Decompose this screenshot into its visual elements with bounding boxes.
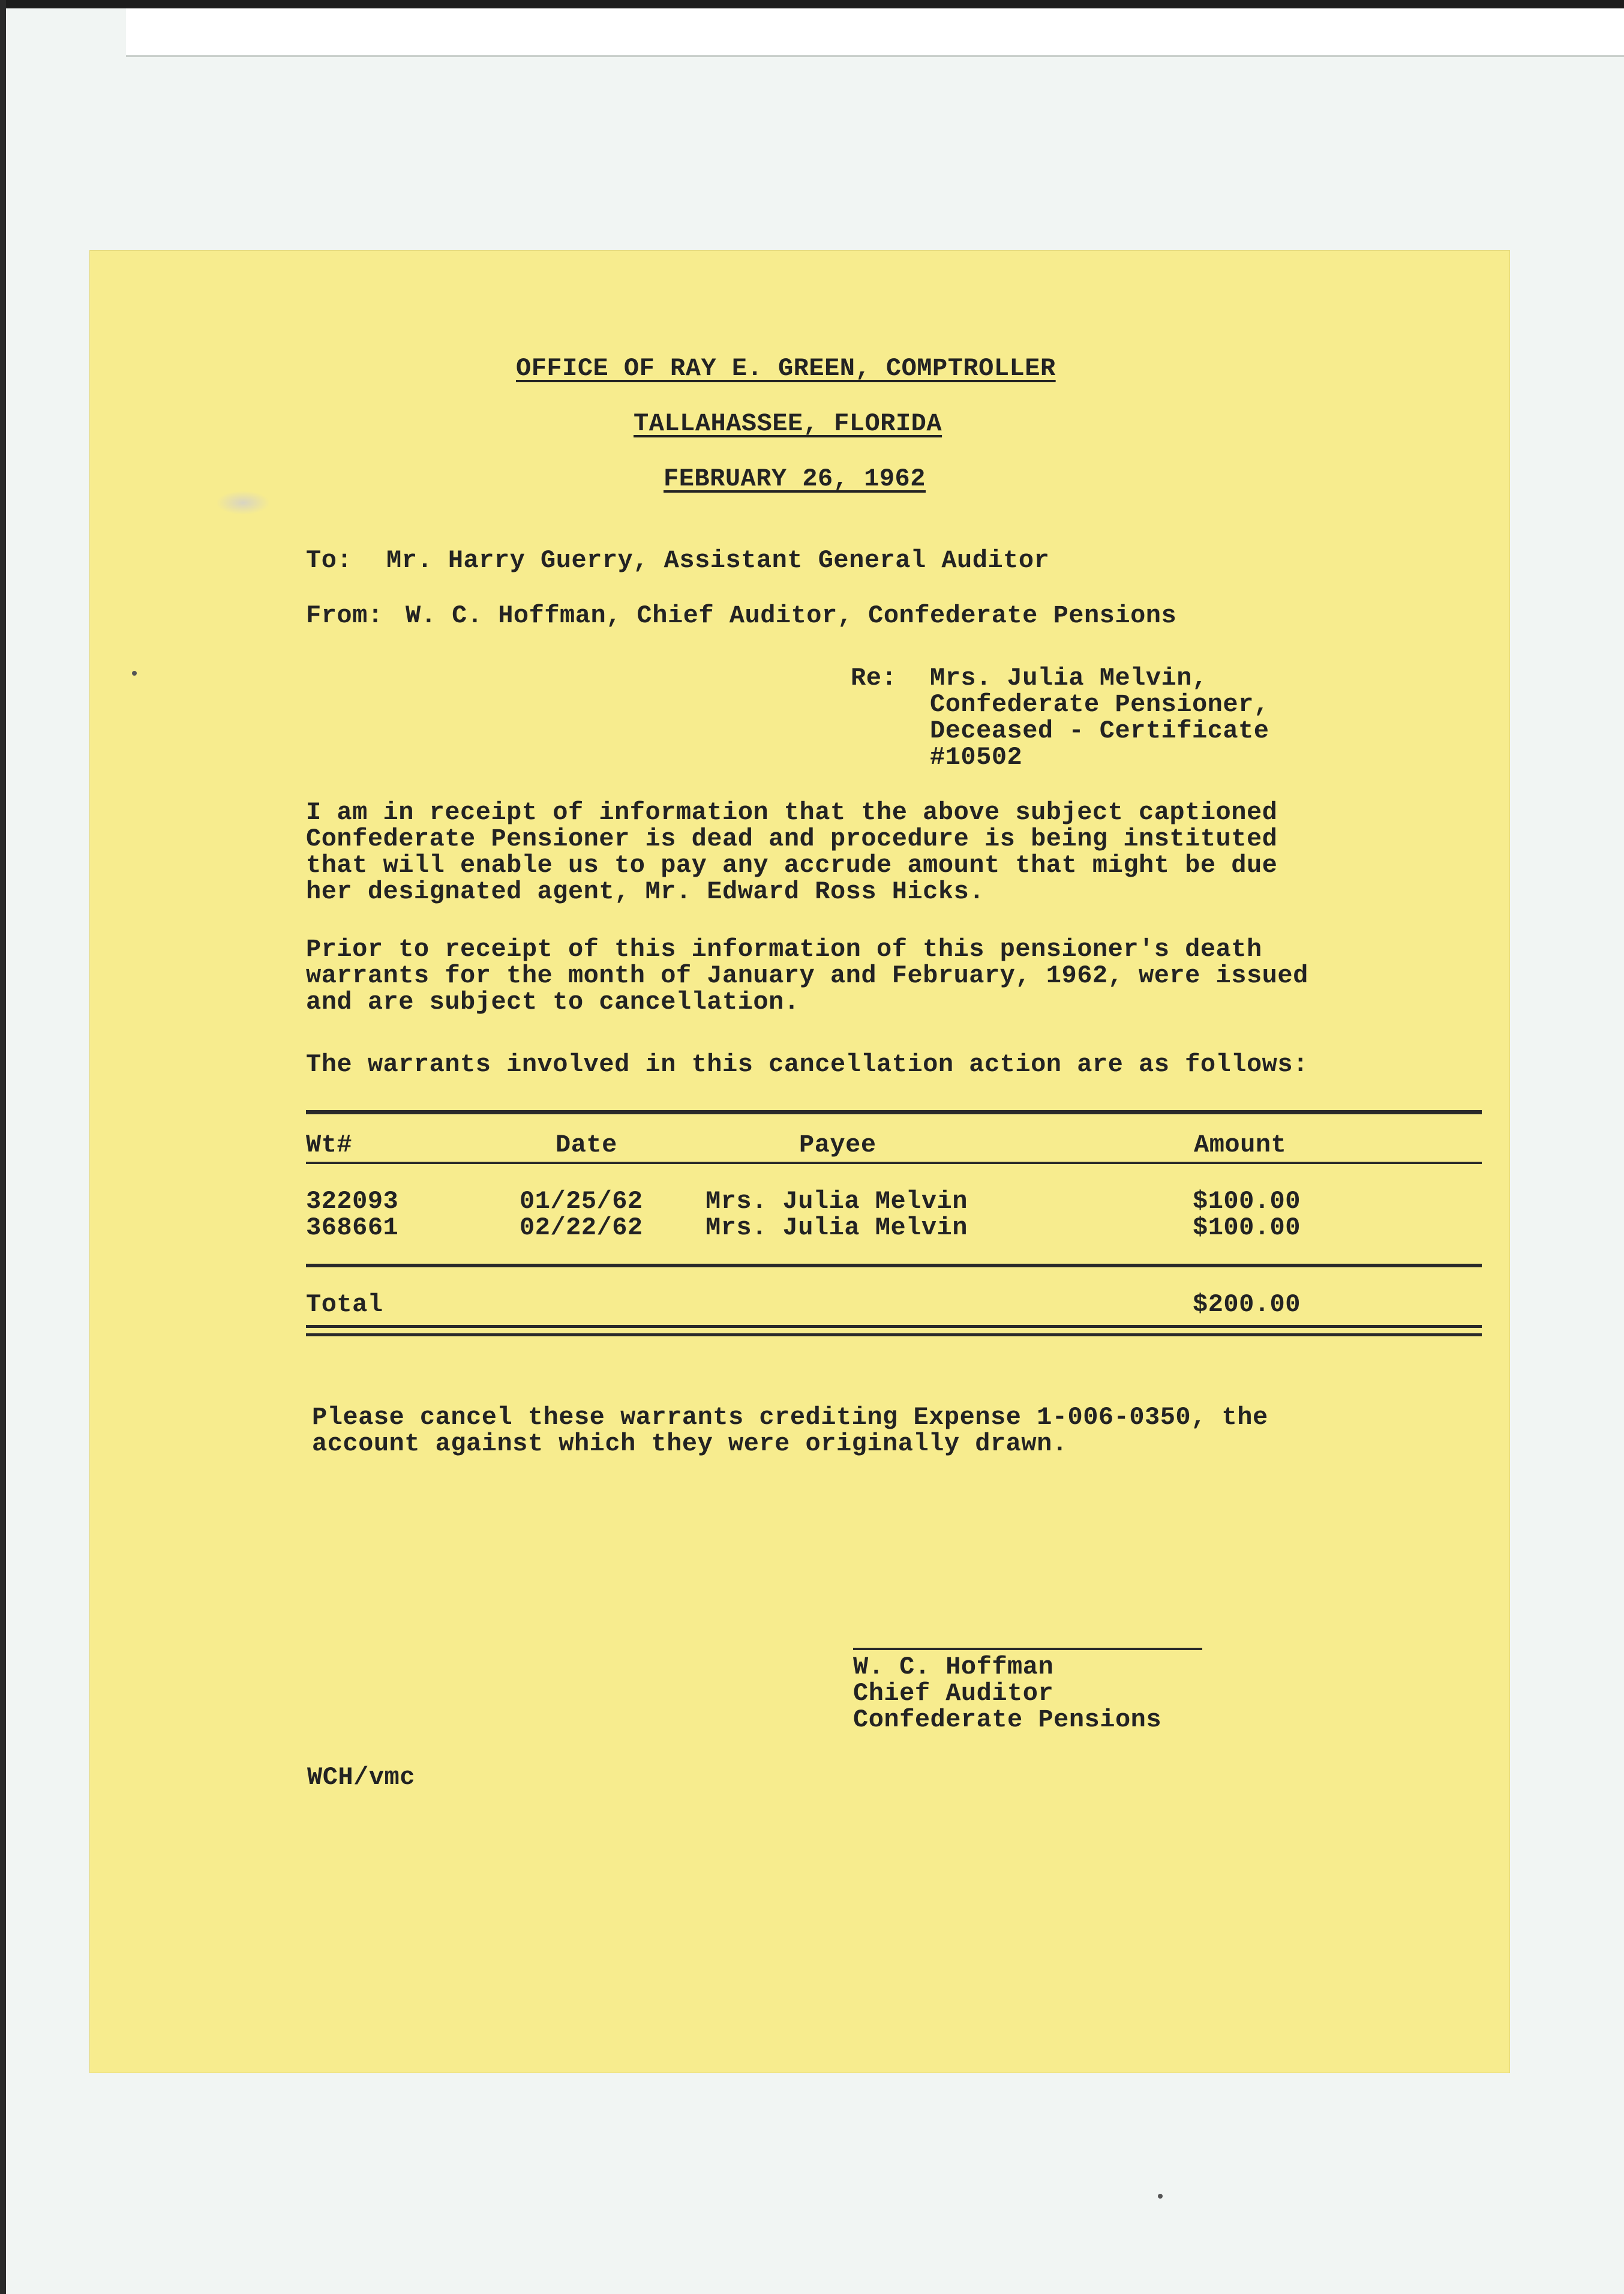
faded-stamp-mark [216, 491, 270, 515]
row-1-date: 01/25/62 [520, 1187, 643, 1216]
memo-re-line-1: Mrs. Julia Melvin, [930, 664, 1208, 692]
paragraph-1-line-2: Confederate Pensioner is dead and procedure is being instituted [306, 824, 1278, 853]
closing-line-2: account against which they were originally drawn. [312, 1429, 1068, 1458]
row-2-payee: Mrs. Julia Melvin [706, 1213, 968, 1242]
underlying-paper-strip [126, 8, 1624, 57]
letterhead-date: FEBRUARY 26, 1962 [664, 464, 926, 493]
signature-title-1: Chief Auditor [853, 1679, 1054, 1708]
table-bottom-rule-2 [306, 1333, 1482, 1336]
signature-name: W. C. Hoffman [853, 1653, 1054, 1681]
closing-line-1: Please cancel these warrants crediting Expense 1-006-0350, the [312, 1403, 1268, 1432]
paragraph-3: The warrants involved in this cancellation action are as follows: [306, 1050, 1308, 1079]
paragraph-1-line-3: that will enable us to pay any accrude amount that might be due [306, 851, 1278, 880]
memo-re-label: Re: [851, 664, 897, 692]
table-header-amount: Amount [1194, 1130, 1287, 1159]
memo-re-line-3: Deceased - Certificate [930, 716, 1269, 745]
yellow-memo-sheet [90, 251, 1509, 2073]
paragraph-1-line-1: I am in receipt of information that the above subject captioned [306, 798, 1278, 827]
signature-title-2: Confederate Pensions [853, 1705, 1162, 1734]
row-1-amount: $100.00 [1193, 1187, 1301, 1216]
table-top-rule [306, 1110, 1482, 1114]
table-subtotal-rule [306, 1264, 1482, 1267]
row-2-wt: 368661 [306, 1213, 399, 1242]
paragraph-1-line-4: her designated agent, Mr. Edward Ross Hicks. [306, 877, 984, 906]
letterhead-city: TALLAHASSEE, FLORIDA [634, 409, 942, 438]
table-total-label: Total [306, 1290, 383, 1319]
table-header-payee: Payee [799, 1130, 876, 1159]
row-2-amount: $100.00 [1193, 1213, 1301, 1242]
speck-mark [1158, 2194, 1163, 2199]
table-header-date: Date [556, 1130, 617, 1159]
table-bottom-rule-1 [306, 1325, 1482, 1328]
scanner-edge-top [0, 0, 1624, 8]
table-total-amount: $200.00 [1193, 1290, 1301, 1319]
row-1-wt: 322093 [306, 1187, 399, 1216]
speck-mark [132, 671, 137, 676]
memo-to-value: Mr. Harry Guerry, Assistant General Auditor [386, 546, 1050, 575]
memo-re-line-4: #10502 [930, 743, 1023, 772]
letterhead-office: OFFICE OF RAY E. GREEN, COMPTROLLER [516, 354, 1056, 383]
signature-line [853, 1648, 1202, 1650]
scanner-edge-left [0, 0, 6, 2294]
table-header-wt: Wt# [306, 1130, 353, 1159]
typist-initials: WCH/vmc [307, 1763, 415, 1792]
row-2-date: 02/22/62 [520, 1213, 643, 1242]
row-1-payee: Mrs. Julia Melvin [706, 1187, 968, 1216]
paragraph-2-line-3: and are subject to cancellation. [306, 988, 800, 1016]
memo-to-label: To: [306, 546, 353, 575]
memo-from-value: W. C. Hoffman, Chief Auditor, Confederate Pensions [406, 601, 1177, 630]
memo-re-line-2: Confederate Pensioner, [930, 690, 1269, 719]
table-header-rule [306, 1162, 1482, 1164]
memo-from-label: From: [306, 601, 383, 630]
paragraph-2-line-1: Prior to receipt of this information of this pensioner's death [306, 935, 1262, 964]
paragraph-2-line-2: warrants for the month of January and February, 1962, were issued [306, 961, 1308, 990]
